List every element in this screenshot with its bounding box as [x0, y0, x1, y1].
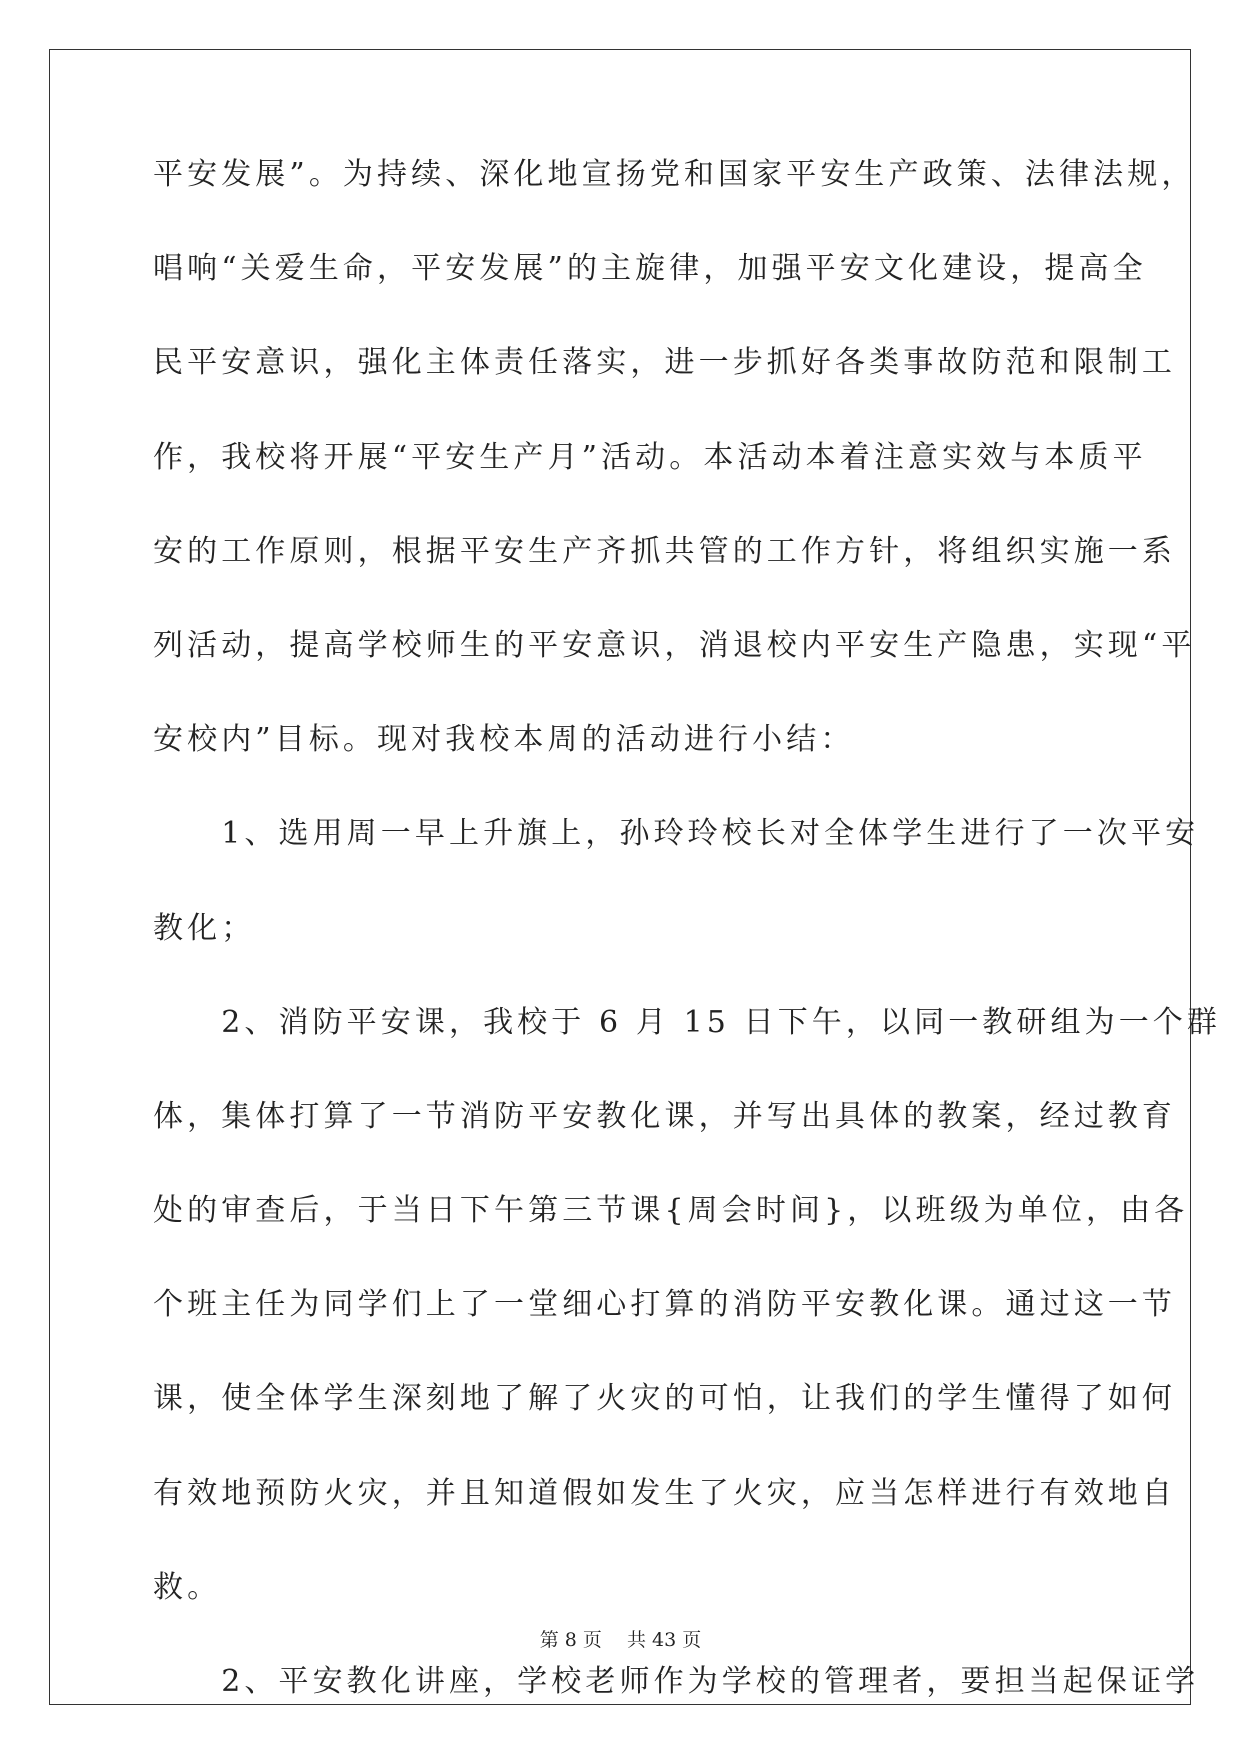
text-line: 安的工作原则，根据平安生产齐抓共管的工作方针，将组织实施一系: [153, 533, 1176, 569]
text-line: 救。: [153, 1569, 222, 1605]
text-line: 个班主任为同学们上了一堂细心打算的消防平安教化课。通过这一节: [153, 1287, 1176, 1323]
document-body: [153, 152, 1221, 1753]
text-line: 唱响“关爱生命，平安发展”的主旋律，加强平安文化建设，提高全: [153, 251, 1147, 287]
text-line: 列活动，提高学校师生的平安意识，消退校内平安生产隐患，实现“平: [153, 627, 1196, 663]
text-line: 2、平安教化讲座，学校老师作为学校的管理者，要担当起保证学: [153, 1664, 1200, 1699]
text-line: 教化；: [153, 910, 256, 946]
text-line: 安校内”目标。现对我校本周的活动进行小结：: [153, 722, 855, 758]
text-line: 体，集体打算了一节消防平安教化课，并写出具体的教案，经过教育: [153, 1098, 1176, 1134]
text-line: 处的审查后，于当日下午第三节课{周会时间}，以班级为单位，由各: [153, 1193, 1189, 1229]
text-line: 有效地预防火灾，并且知道假如发生了火灾，应当怎样进行有效地自: [153, 1475, 1176, 1511]
text-line: 作，我校将开展“平安生产月”活动。本活动本着注意实效与本质平: [153, 439, 1147, 475]
text-line: 平安发展”。为持续、深化地宣扬党和国家平安生产政策、法律法规，: [153, 157, 1196, 192]
page-number-footer: 第 8 页 共 43 页: [539, 1629, 702, 1651]
text-line: 2、消防平安课，我校于 6 月 15 日下午，以同一教研组为一个群: [153, 1004, 1221, 1040]
text-line: 课，使全体学生深刻地了解了火灾的可怕，让我们的学生懂得了如何: [153, 1381, 1176, 1417]
text-line: 民平安意识，强化主体责任落实，进一步抓好各类事故防范和限制工: [153, 345, 1176, 381]
text-line: 1、选用周一早上升旗上，孙玲玲校长对全体学生进行了一次平安: [153, 816, 1200, 852]
